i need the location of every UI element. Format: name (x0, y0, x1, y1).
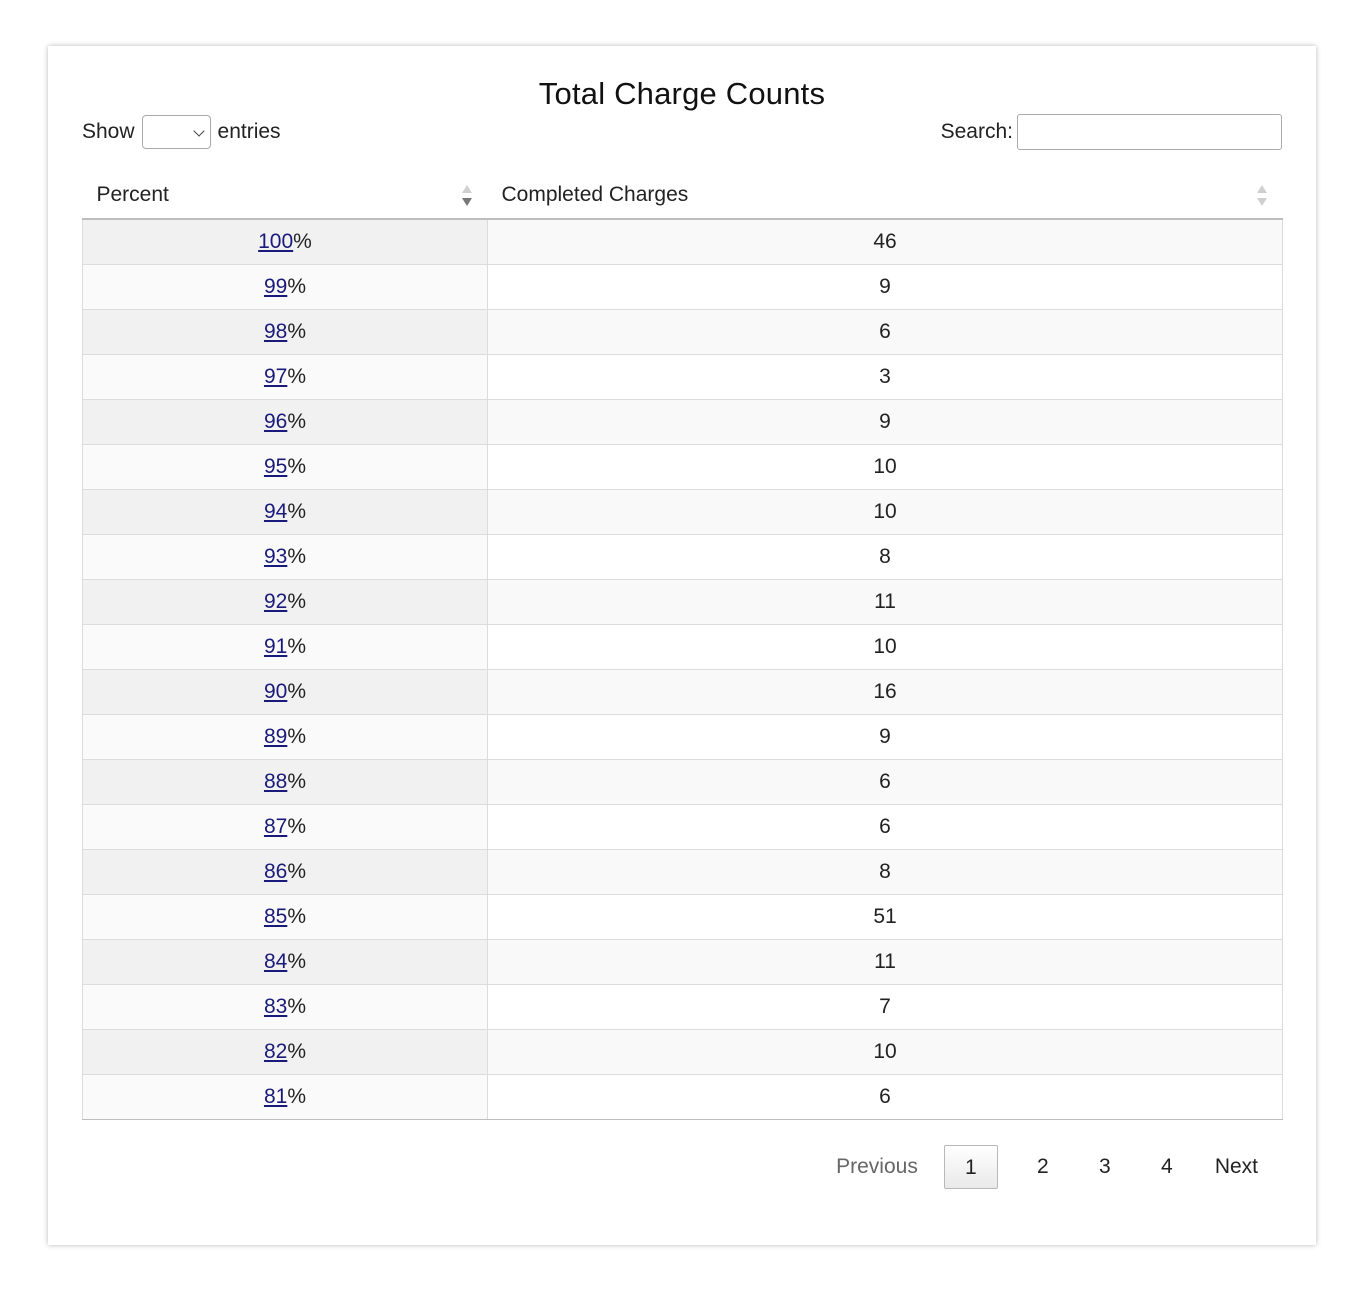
percent-link[interactable]: 83 (263, 994, 288, 1018)
table-row (83, 759, 1283, 804)
percent-sign: % (287, 499, 307, 523)
completed-charges-cell: 51 (488, 894, 1283, 939)
percent-cell (83, 669, 488, 714)
table-row (83, 399, 1283, 444)
percent-sign: % (287, 724, 307, 748)
percent-sign: % (287, 364, 307, 388)
pagination (823, 1144, 1282, 1190)
percent-sign: % (287, 589, 307, 613)
completed-charges-cell: 6 (488, 804, 1283, 849)
table-row (83, 939, 1283, 984)
table-row (83, 264, 1283, 309)
percent-sign: % (287, 1084, 307, 1108)
table-row (83, 804, 1283, 849)
entries-label: entries (217, 120, 281, 143)
table-row (83, 1074, 1283, 1119)
completed-charges-cell: 6 (488, 1074, 1283, 1119)
percent-link[interactable]: 99 (263, 274, 288, 298)
sort-desc-icon (462, 184, 472, 208)
percent-link[interactable]: 98 (263, 319, 288, 343)
chevron-down-icon (193, 125, 204, 136)
percent-sign: % (287, 859, 307, 883)
percent-sign: % (293, 229, 312, 253)
page-title: Total Charge Counts (538, 76, 826, 111)
completed-charges-cell: 9 (488, 399, 1283, 444)
percent-sign: % (287, 769, 307, 793)
percent-sign: % (287, 274, 307, 298)
percent-link[interactable]: 95 (263, 454, 288, 478)
percent-link[interactable]: 100 (258, 229, 294, 253)
table-row (83, 894, 1283, 939)
percent-cell (83, 894, 488, 939)
previous-page-button[interactable]: Previous (836, 1155, 918, 1178)
completed-charges-cell: 10 (488, 1029, 1283, 1074)
page-button-2[interactable]: 2 (1036, 1155, 1049, 1178)
percent-link[interactable]: 86 (263, 859, 288, 883)
percent-sign: % (287, 949, 307, 973)
table-header-row (83, 172, 1283, 219)
column-header-percent[interactable] (83, 172, 488, 219)
completed-charges-cell: 11 (488, 579, 1283, 624)
entries-select[interactable] (142, 115, 211, 149)
percent-link[interactable]: 97 (263, 364, 288, 388)
percent-sign: % (287, 904, 307, 928)
table-row (83, 624, 1283, 669)
completed-charges-cell: 7 (488, 984, 1283, 1029)
completed-charges-cell: 9 (488, 714, 1283, 759)
table-row (83, 444, 1283, 489)
percent-cell (83, 759, 488, 804)
percent-sign: % (287, 814, 307, 838)
table-row (83, 489, 1283, 534)
column-label-percent: Percent (96, 183, 169, 206)
percent-link[interactable]: 92 (263, 589, 288, 613)
percent-sign: % (287, 409, 307, 433)
percent-cell (83, 354, 488, 399)
percent-link[interactable]: 91 (263, 634, 288, 658)
completed-charges-cell: 11 (488, 939, 1283, 984)
completed-charges-cell: 10 (488, 489, 1283, 534)
percent-cell (83, 309, 488, 354)
percent-sign: % (287, 544, 307, 568)
percent-cell (83, 984, 488, 1029)
percent-cell (83, 534, 488, 579)
percent-cell (83, 939, 488, 984)
percent-cell (83, 489, 488, 534)
completed-charges-cell: 8 (488, 534, 1283, 579)
percent-link[interactable]: 87 (263, 814, 288, 838)
percent-link[interactable]: 90 (263, 679, 288, 703)
table-row (83, 714, 1283, 759)
page-button-current[interactable]: 1 (944, 1145, 998, 1189)
percent-cell (83, 804, 488, 849)
percent-sign: % (287, 634, 307, 658)
entries-length-control (82, 114, 281, 150)
sort-both-icon (1257, 184, 1267, 208)
table-row (83, 219, 1283, 264)
show-label: Show (82, 120, 135, 143)
percent-cell (83, 399, 488, 444)
percent-cell (83, 444, 488, 489)
completed-charges-cell: 10 (488, 624, 1283, 669)
table-row (83, 534, 1283, 579)
percent-link[interactable]: 82 (263, 1039, 288, 1063)
table-row (83, 579, 1283, 624)
percent-link[interactable]: 94 (263, 499, 288, 523)
percent-link[interactable]: 96 (263, 409, 288, 433)
page-button-4[interactable]: 4 (1160, 1155, 1173, 1178)
search-input[interactable] (1017, 114, 1282, 150)
completed-charges-cell: 10 (488, 444, 1283, 489)
percent-sign: % (287, 319, 307, 343)
completed-charges-cell: 3 (488, 354, 1283, 399)
percent-link[interactable]: 84 (263, 949, 288, 973)
percent-link[interactable]: 85 (263, 904, 288, 928)
percent-cell (83, 579, 488, 624)
percent-cell (83, 1029, 488, 1074)
percent-sign: % (287, 454, 307, 478)
percent-sign: % (287, 679, 307, 703)
table-row (83, 984, 1283, 1029)
table-row (83, 309, 1283, 354)
column-label-completed-charges: Completed Charges (501, 183, 689, 206)
completed-charges-cell: 6 (488, 309, 1283, 354)
completed-charges-cell: 16 (488, 669, 1283, 714)
percent-sign: % (287, 1039, 307, 1063)
percent-link[interactable]: 81 (263, 1084, 288, 1108)
percent-link[interactable]: 93 (263, 544, 288, 568)
search-label: Search: (940, 120, 1013, 143)
percent-cell (83, 219, 488, 264)
completed-charges-cell: 9 (488, 264, 1283, 309)
percent-cell (83, 624, 488, 669)
percent-link[interactable]: 89 (263, 724, 288, 748)
table-row (83, 669, 1283, 714)
table-row (83, 1029, 1283, 1074)
completed-charges-cell: 8 (488, 849, 1283, 894)
percent-link[interactable]: 88 (263, 769, 288, 793)
next-page-button[interactable]: Next (1214, 1155, 1258, 1178)
charge-counts-table (82, 172, 1283, 1120)
percent-cell (83, 1074, 488, 1119)
column-header-completed-charges[interactable] (488, 172, 1283, 219)
percent-cell (83, 714, 488, 759)
search-control (941, 114, 1282, 150)
percent-cell (83, 849, 488, 894)
completed-charges-cell: 46 (488, 219, 1283, 264)
percent-sign: % (287, 994, 307, 1018)
page-button-3[interactable]: 3 (1098, 1155, 1111, 1178)
completed-charges-cell: 6 (488, 759, 1283, 804)
table-row (83, 354, 1283, 399)
table-row (83, 849, 1283, 894)
percent-cell (83, 264, 488, 309)
